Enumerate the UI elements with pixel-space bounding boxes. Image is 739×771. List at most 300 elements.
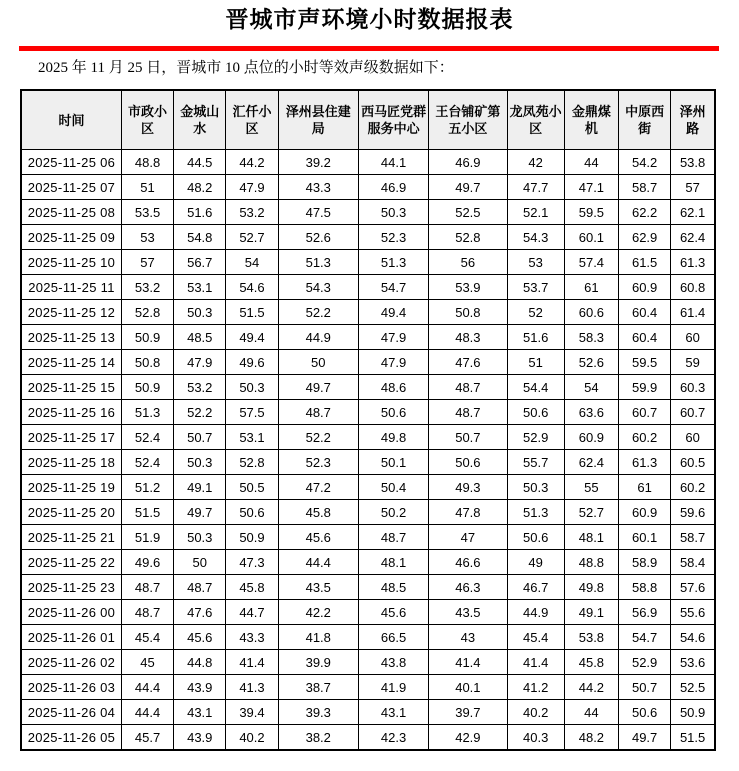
value-cell: 43.1 — [174, 700, 226, 725]
value-cell: 55 — [564, 475, 618, 500]
value-cell: 61.4 — [671, 300, 715, 325]
value-cell: 45.6 — [358, 600, 428, 625]
value-cell: 57.4 — [564, 250, 618, 275]
value-cell: 51 — [121, 175, 173, 200]
value-cell: 62.1 — [671, 200, 715, 225]
value-cell: 43.5 — [278, 575, 358, 600]
value-cell: 60.8 — [671, 275, 715, 300]
noise-data-table — [20, 89, 716, 751]
table-row — [21, 225, 715, 250]
value-cell: 45.7 — [121, 725, 173, 751]
value-cell: 48.3 — [429, 325, 507, 350]
table-row — [21, 700, 715, 725]
value-cell: 44 — [564, 700, 618, 725]
time-cell: 2025-11-26 00 — [21, 600, 121, 625]
value-cell: 52.3 — [358, 225, 428, 250]
value-cell: 49.1 — [564, 600, 618, 625]
time-cell: 2025-11-25 09 — [21, 225, 121, 250]
value-cell: 53.8 — [671, 150, 715, 175]
value-cell: 50.8 — [121, 350, 173, 375]
table-row — [21, 200, 715, 225]
value-cell: 49.7 — [429, 175, 507, 200]
value-cell: 48.8 — [564, 550, 618, 575]
column-header: 金城山水 — [174, 90, 226, 150]
value-cell: 60.4 — [619, 325, 671, 350]
value-cell: 58.7 — [619, 175, 671, 200]
value-cell: 61.3 — [671, 250, 715, 275]
value-cell: 52.6 — [278, 225, 358, 250]
value-cell: 40.1 — [429, 675, 507, 700]
table-row — [21, 250, 715, 275]
table-row — [21, 350, 715, 375]
value-cell: 51.6 — [174, 200, 226, 225]
time-cell: 2025-11-25 23 — [21, 575, 121, 600]
value-cell: 54 — [564, 375, 618, 400]
value-cell: 54.2 — [619, 150, 671, 175]
value-cell: 47.9 — [358, 325, 428, 350]
value-cell: 39.4 — [226, 700, 278, 725]
time-cell: 2025-11-25 07 — [21, 175, 121, 200]
data-table-body — [21, 150, 715, 751]
value-cell: 50.6 — [226, 500, 278, 525]
value-cell: 50.7 — [174, 425, 226, 450]
value-cell: 47.6 — [174, 600, 226, 625]
value-cell: 60.1 — [564, 225, 618, 250]
table-row — [21, 300, 715, 325]
value-cell: 49.8 — [358, 425, 428, 450]
value-cell: 50.6 — [619, 700, 671, 725]
time-cell: 2025-11-25 08 — [21, 200, 121, 225]
value-cell: 50.4 — [358, 475, 428, 500]
value-cell: 44.9 — [507, 600, 564, 625]
value-cell: 43.5 — [429, 600, 507, 625]
value-cell: 58.7 — [671, 525, 715, 550]
value-cell: 43 — [429, 625, 507, 650]
value-cell: 47.6 — [429, 350, 507, 375]
value-cell: 60 — [671, 425, 715, 450]
value-cell: 61 — [564, 275, 618, 300]
value-cell: 53.7 — [507, 275, 564, 300]
time-cell: 2025-11-25 15 — [21, 375, 121, 400]
value-cell: 52.6 — [564, 350, 618, 375]
value-cell: 46.6 — [429, 550, 507, 575]
value-cell: 59.5 — [564, 200, 618, 225]
value-cell: 50.5 — [226, 475, 278, 500]
table-row — [21, 625, 715, 650]
value-cell: 58.9 — [619, 550, 671, 575]
value-cell: 52.7 — [226, 225, 278, 250]
table-row — [21, 475, 715, 500]
value-cell: 47.8 — [429, 500, 507, 525]
column-header: 时间 — [21, 90, 121, 150]
value-cell: 48.7 — [278, 400, 358, 425]
value-cell: 50.3 — [174, 450, 226, 475]
value-cell: 45.8 — [564, 650, 618, 675]
value-cell: 56.9 — [619, 600, 671, 625]
table-row — [21, 675, 715, 700]
value-cell: 47.1 — [564, 175, 618, 200]
value-cell: 61.5 — [619, 250, 671, 275]
value-cell: 58.4 — [671, 550, 715, 575]
value-cell: 54.3 — [278, 275, 358, 300]
value-cell: 42.2 — [278, 600, 358, 625]
value-cell: 48.6 — [358, 375, 428, 400]
value-cell: 61.3 — [619, 450, 671, 475]
value-cell: 44.9 — [278, 325, 358, 350]
value-cell: 49.7 — [619, 725, 671, 751]
time-cell: 2025-11-25 16 — [21, 400, 121, 425]
value-cell: 44.7 — [226, 600, 278, 625]
value-cell: 50.6 — [358, 400, 428, 425]
value-cell: 54.8 — [174, 225, 226, 250]
value-cell: 50 — [278, 350, 358, 375]
value-cell: 56 — [429, 250, 507, 275]
table-row — [21, 425, 715, 450]
value-cell: 63.6 — [564, 400, 618, 425]
table-row — [21, 450, 715, 475]
value-cell: 51.3 — [507, 500, 564, 525]
value-cell: 50.3 — [507, 475, 564, 500]
value-cell: 60.3 — [671, 375, 715, 400]
value-cell: 62.4 — [671, 225, 715, 250]
time-cell: 2025-11-25 10 — [21, 250, 121, 275]
value-cell: 44.2 — [564, 675, 618, 700]
value-cell: 52.4 — [121, 450, 173, 475]
value-cell: 43.3 — [278, 175, 358, 200]
value-cell: 47.7 — [507, 175, 564, 200]
value-cell: 59.6 — [671, 500, 715, 525]
value-cell: 49.6 — [121, 550, 173, 575]
value-cell: 59.5 — [619, 350, 671, 375]
table-row — [21, 275, 715, 300]
value-cell: 44.1 — [358, 150, 428, 175]
column-header: 中原西街 — [619, 90, 671, 150]
value-cell: 50.6 — [507, 525, 564, 550]
value-cell: 62.9 — [619, 225, 671, 250]
column-header: 龙凤苑小区 — [507, 90, 564, 150]
value-cell: 48.5 — [174, 325, 226, 350]
value-cell: 42.3 — [358, 725, 428, 751]
value-cell: 45.4 — [507, 625, 564, 650]
value-cell: 62.2 — [619, 200, 671, 225]
value-cell: 59.9 — [619, 375, 671, 400]
value-cell: 54 — [226, 250, 278, 275]
value-cell: 38.7 — [278, 675, 358, 700]
value-cell: 45 — [121, 650, 173, 675]
value-cell: 53.2 — [226, 200, 278, 225]
value-cell: 52.4 — [121, 425, 173, 450]
value-cell: 50.7 — [619, 675, 671, 700]
value-cell: 51.5 — [226, 300, 278, 325]
value-cell: 51.5 — [671, 725, 715, 751]
column-header: 王台铺矿第五小区 — [429, 90, 507, 150]
value-cell: 52.8 — [226, 450, 278, 475]
column-header: 汇仟小区 — [226, 90, 278, 150]
value-cell: 60.5 — [671, 450, 715, 475]
value-cell: 50.9 — [671, 700, 715, 725]
value-cell: 57 — [121, 250, 173, 275]
value-cell: 57.5 — [226, 400, 278, 425]
value-cell: 52 — [507, 300, 564, 325]
report-subtitle: 2025 年 11 月 25 日，晋城市 10 点位的小时等效声级数据如下： — [38, 60, 454, 76]
value-cell: 50.6 — [429, 450, 507, 475]
value-cell: 60.1 — [619, 525, 671, 550]
red-divider — [19, 46, 719, 51]
value-cell: 53.2 — [121, 275, 173, 300]
value-cell: 62.4 — [564, 450, 618, 475]
time-cell: 2025-11-25 11 — [21, 275, 121, 300]
value-cell: 41.4 — [429, 650, 507, 675]
value-cell: 38.2 — [278, 725, 358, 751]
time-cell: 2025-11-25 18 — [21, 450, 121, 475]
value-cell: 46.9 — [429, 150, 507, 175]
table-row — [21, 150, 715, 175]
table-row — [21, 575, 715, 600]
value-cell: 42.9 — [429, 725, 507, 751]
value-cell: 54.6 — [226, 275, 278, 300]
value-cell: 40.2 — [226, 725, 278, 751]
time-cell: 2025-11-26 04 — [21, 700, 121, 725]
value-cell: 52.2 — [278, 300, 358, 325]
value-cell: 52.3 — [278, 450, 358, 475]
value-cell: 48.7 — [429, 400, 507, 425]
value-cell: 51.6 — [507, 325, 564, 350]
time-cell: 2025-11-26 05 — [21, 725, 121, 751]
value-cell: 52.7 — [564, 500, 618, 525]
value-cell: 40.3 — [507, 725, 564, 751]
value-cell: 53 — [507, 250, 564, 275]
value-cell: 44.2 — [226, 150, 278, 175]
table-row — [21, 650, 715, 675]
value-cell: 50.9 — [226, 525, 278, 550]
value-cell: 44.4 — [121, 675, 173, 700]
value-cell: 39.7 — [429, 700, 507, 725]
value-cell: 46.3 — [429, 575, 507, 600]
value-cell: 43.9 — [174, 725, 226, 751]
time-cell: 2025-11-25 21 — [21, 525, 121, 550]
value-cell: 51.3 — [278, 250, 358, 275]
value-cell: 57.6 — [671, 575, 715, 600]
value-cell: 42 — [507, 150, 564, 175]
value-cell: 60.9 — [564, 425, 618, 450]
value-cell: 44.4 — [121, 700, 173, 725]
value-cell: 54.4 — [507, 375, 564, 400]
column-header: 泽州县住建局 — [278, 90, 358, 150]
value-cell: 60.4 — [619, 300, 671, 325]
value-cell: 60.6 — [564, 300, 618, 325]
table-row — [21, 400, 715, 425]
value-cell: 53.8 — [564, 625, 618, 650]
value-cell: 47.5 — [278, 200, 358, 225]
value-cell: 49.7 — [174, 500, 226, 525]
table-row — [21, 550, 715, 575]
value-cell: 60.2 — [671, 475, 715, 500]
value-cell: 51.2 — [121, 475, 173, 500]
column-header: 西马匠党群服务中心 — [358, 90, 428, 150]
value-cell: 49.4 — [226, 325, 278, 350]
value-cell: 45.6 — [278, 525, 358, 550]
value-cell: 54.6 — [671, 625, 715, 650]
value-cell: 47.9 — [174, 350, 226, 375]
value-cell: 49.7 — [278, 375, 358, 400]
time-cell: 2025-11-25 13 — [21, 325, 121, 350]
time-cell: 2025-11-25 06 — [21, 150, 121, 175]
value-cell: 43.9 — [174, 675, 226, 700]
table-row — [21, 500, 715, 525]
value-cell: 53.1 — [226, 425, 278, 450]
value-cell: 47 — [429, 525, 507, 550]
value-cell: 50.7 — [429, 425, 507, 450]
value-cell: 49.6 — [226, 350, 278, 375]
value-cell: 56.7 — [174, 250, 226, 275]
table-row — [21, 525, 715, 550]
value-cell: 50.3 — [358, 200, 428, 225]
value-cell: 52.8 — [121, 300, 173, 325]
value-cell: 44.4 — [278, 550, 358, 575]
value-cell: 52.8 — [429, 225, 507, 250]
value-cell: 48.5 — [358, 575, 428, 600]
value-cell: 54.7 — [358, 275, 428, 300]
value-cell: 58.3 — [564, 325, 618, 350]
value-cell: 50.8 — [429, 300, 507, 325]
value-cell: 41.3 — [226, 675, 278, 700]
value-cell: 41.4 — [226, 650, 278, 675]
table-row — [21, 725, 715, 751]
value-cell: 43.8 — [358, 650, 428, 675]
value-cell: 50 — [174, 550, 226, 575]
value-cell: 50.2 — [358, 500, 428, 525]
value-cell: 53.9 — [429, 275, 507, 300]
table-container — [20, 89, 719, 751]
value-cell: 53 — [121, 225, 173, 250]
value-cell: 41.9 — [358, 675, 428, 700]
value-cell: 45.4 — [121, 625, 173, 650]
value-cell: 52.2 — [174, 400, 226, 425]
value-cell: 55.6 — [671, 600, 715, 625]
value-cell: 44.8 — [174, 650, 226, 675]
column-header: 泽州路 — [671, 90, 715, 150]
value-cell: 51.5 — [121, 500, 173, 525]
time-cell: 2025-11-26 02 — [21, 650, 121, 675]
value-cell: 49.1 — [174, 475, 226, 500]
value-cell: 48.2 — [174, 175, 226, 200]
value-cell: 51.3 — [121, 400, 173, 425]
value-cell: 45.6 — [174, 625, 226, 650]
time-cell: 2025-11-25 14 — [21, 350, 121, 375]
value-cell: 50.3 — [174, 300, 226, 325]
value-cell: 52.2 — [278, 425, 358, 450]
time-cell: 2025-11-25 17 — [21, 425, 121, 450]
value-cell: 60 — [671, 325, 715, 350]
value-cell: 48.7 — [121, 600, 173, 625]
value-cell: 49.4 — [358, 300, 428, 325]
value-cell: 52.9 — [619, 650, 671, 675]
value-cell: 48.7 — [429, 375, 507, 400]
value-cell: 48.7 — [358, 525, 428, 550]
value-cell: 49.8 — [564, 575, 618, 600]
value-cell: 54.3 — [507, 225, 564, 250]
value-cell: 39.2 — [278, 150, 358, 175]
value-cell: 49 — [507, 550, 564, 575]
time-cell: 2025-11-25 20 — [21, 500, 121, 525]
value-cell: 48.1 — [564, 525, 618, 550]
value-cell: 51 — [507, 350, 564, 375]
value-cell: 48.1 — [358, 550, 428, 575]
value-cell: 59 — [671, 350, 715, 375]
value-cell: 52.9 — [507, 425, 564, 450]
value-cell: 55.7 — [507, 450, 564, 475]
time-cell: 2025-11-25 19 — [21, 475, 121, 500]
value-cell: 47.2 — [278, 475, 358, 500]
value-cell: 45.8 — [226, 575, 278, 600]
value-cell: 47.9 — [358, 350, 428, 375]
value-cell: 44.5 — [174, 150, 226, 175]
value-cell: 53.1 — [174, 275, 226, 300]
value-cell: 57 — [671, 175, 715, 200]
value-cell: 41.8 — [278, 625, 358, 650]
value-cell: 52.5 — [429, 200, 507, 225]
value-cell: 60.7 — [671, 400, 715, 425]
value-cell: 39.3 — [278, 700, 358, 725]
value-cell: 52.5 — [671, 675, 715, 700]
table-row — [21, 325, 715, 350]
table-row — [21, 175, 715, 200]
value-cell: 53.5 — [121, 200, 173, 225]
time-cell: 2025-11-26 01 — [21, 625, 121, 650]
column-header: 金鼎煤机 — [564, 90, 618, 150]
value-cell: 60.9 — [619, 500, 671, 525]
table-row — [21, 600, 715, 625]
value-cell: 61 — [619, 475, 671, 500]
value-cell: 46.9 — [358, 175, 428, 200]
table-header-row — [21, 90, 715, 150]
value-cell: 47.9 — [226, 175, 278, 200]
value-cell: 52.1 — [507, 200, 564, 225]
value-cell: 48.2 — [564, 725, 618, 751]
value-cell: 41.4 — [507, 650, 564, 675]
value-cell: 58.8 — [619, 575, 671, 600]
value-cell: 66.5 — [358, 625, 428, 650]
value-cell: 53.2 — [174, 375, 226, 400]
value-cell: 51.9 — [121, 525, 173, 550]
value-cell: 47.3 — [226, 550, 278, 575]
page-title: 晋城市声环境小时数据报表 — [225, 7, 514, 32]
value-cell: 43.1 — [358, 700, 428, 725]
value-cell: 39.9 — [278, 650, 358, 675]
value-cell: 41.2 — [507, 675, 564, 700]
value-cell: 53.6 — [671, 650, 715, 675]
value-cell: 44 — [564, 150, 618, 175]
value-cell: 50.1 — [358, 450, 428, 475]
value-cell: 45.8 — [278, 500, 358, 525]
value-cell: 50.9 — [121, 375, 173, 400]
value-cell: 50.3 — [226, 375, 278, 400]
value-cell: 48.7 — [174, 575, 226, 600]
value-cell: 43.3 — [226, 625, 278, 650]
value-cell: 50.9 — [121, 325, 173, 350]
time-cell: 2025-11-25 12 — [21, 300, 121, 325]
value-cell: 49.3 — [429, 475, 507, 500]
value-cell: 48.7 — [121, 575, 173, 600]
table-row — [21, 375, 715, 400]
column-header: 市政小区 — [121, 90, 173, 150]
value-cell: 50.3 — [174, 525, 226, 550]
value-cell: 51.3 — [358, 250, 428, 275]
value-cell: 46.7 — [507, 575, 564, 600]
value-cell: 60.2 — [619, 425, 671, 450]
time-cell: 2025-11-25 22 — [21, 550, 121, 575]
value-cell: 60.7 — [619, 400, 671, 425]
